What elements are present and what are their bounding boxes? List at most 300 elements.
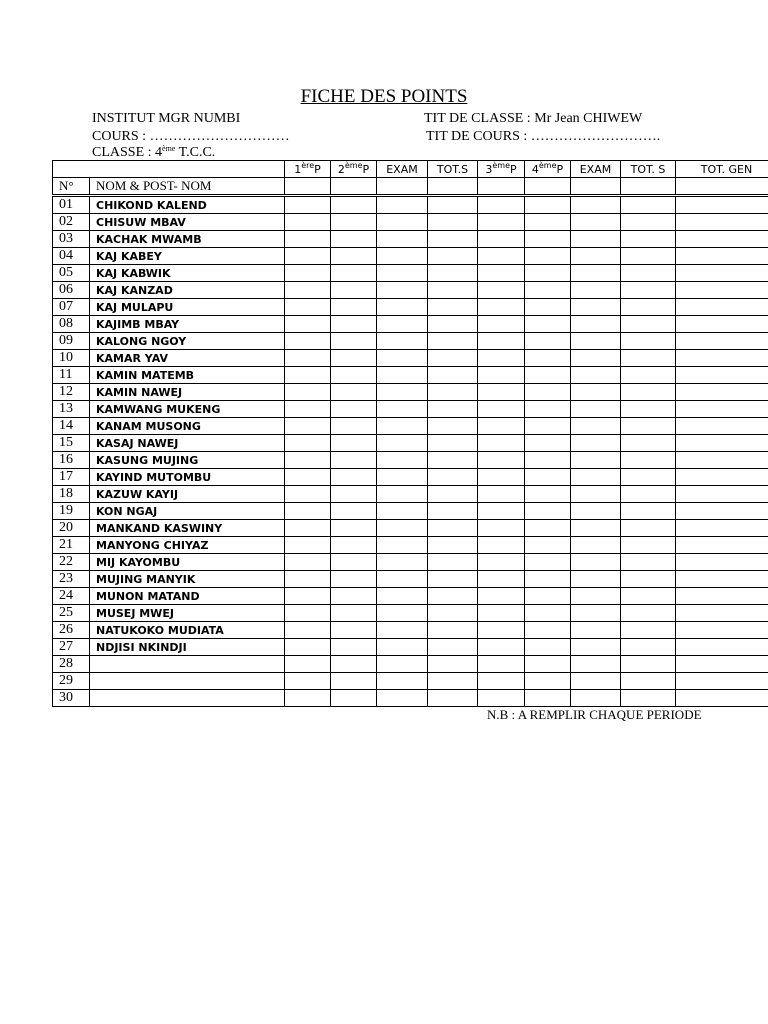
student-number: 18: [53, 486, 90, 503]
score-cell: [285, 690, 331, 707]
score-cell: [331, 401, 377, 418]
table-row: [53, 673, 768, 690]
score-cell: [428, 537, 478, 554]
score-cell: [428, 520, 478, 537]
score-cell: [285, 248, 331, 265]
score-cell: [428, 178, 478, 196]
score-cell: [676, 435, 768, 452]
score-cell: [377, 639, 428, 656]
column-header: [285, 161, 331, 178]
score-cell: [478, 605, 525, 622]
footer-note: N.B : A REMPLIR CHAQUE PERIODE: [487, 707, 702, 722]
student-number: 14: [53, 418, 90, 435]
score-cell: [676, 469, 768, 486]
score-cell: [428, 435, 478, 452]
score-cell: [331, 196, 377, 214]
score-cell: [285, 588, 331, 605]
score-cell: [676, 196, 768, 214]
score-cell: [571, 469, 621, 486]
score-cell: [285, 196, 331, 214]
score-cell: [571, 401, 621, 418]
score-cell: [285, 486, 331, 503]
score-cell: [571, 265, 621, 282]
score-cell: [525, 333, 571, 350]
score-cell: [331, 588, 377, 605]
score-cell: [428, 367, 478, 384]
score-cell: [285, 418, 331, 435]
student-number: 15: [53, 435, 90, 452]
score-cell: [377, 486, 428, 503]
score-cell: [428, 401, 478, 418]
table-row: [53, 384, 768, 401]
score-cell: [377, 265, 428, 282]
score-cell: [621, 690, 676, 707]
score-cell: [285, 299, 331, 316]
score-cell: [478, 554, 525, 571]
student-name: MANKAND KASWINY: [90, 520, 285, 537]
table-row: [53, 282, 768, 299]
score-cell: [621, 588, 676, 605]
score-cell: [621, 554, 676, 571]
column-header: [377, 161, 428, 178]
score-cell: [525, 588, 571, 605]
score-cell: [331, 469, 377, 486]
score-cell: [571, 316, 621, 333]
score-cell: [331, 452, 377, 469]
classe-label: [92, 145, 215, 161]
score-cell: [478, 520, 525, 537]
column-header-suffix: P: [314, 162, 321, 176]
table-row: [53, 571, 768, 588]
score-cell: [478, 299, 525, 316]
score-cell: [331, 639, 377, 656]
score-cell: [676, 656, 768, 673]
column-header-main: 4: [531, 162, 539, 176]
score-cell: [525, 435, 571, 452]
student-name: KASAJ NAWEJ: [90, 435, 285, 452]
score-cell: [676, 214, 768, 231]
student-name: MIJ KAYOMBU: [90, 554, 285, 571]
score-cell: [428, 452, 478, 469]
student-name: CHIKOND KALEND: [90, 196, 285, 214]
score-cell: [377, 537, 428, 554]
score-cell: [621, 299, 676, 316]
score-cell: [525, 469, 571, 486]
score-cell: [676, 503, 768, 520]
table-row: [53, 554, 768, 571]
score-cell: [571, 656, 621, 673]
score-cell: [676, 178, 768, 196]
student-name: KALONG NGOY: [90, 333, 285, 350]
score-cell: [377, 282, 428, 299]
score-cell: [428, 571, 478, 588]
column-header-suffix: P: [510, 162, 517, 176]
score-cell: [478, 401, 525, 418]
student-name: NDJISI NKINDJI: [90, 639, 285, 656]
score-cell: [525, 673, 571, 690]
student-number: 30: [53, 690, 90, 707]
score-cell: [377, 333, 428, 350]
score-cell: [621, 486, 676, 503]
student-name: MANYONG CHIYAZ: [90, 537, 285, 554]
score-cell: [428, 469, 478, 486]
score-cell: [571, 418, 621, 435]
score-cell: [478, 571, 525, 588]
score-cell: [377, 520, 428, 537]
score-cell: [428, 231, 478, 248]
score-cell: [285, 622, 331, 639]
score-cell: [428, 196, 478, 214]
table-row: [53, 452, 768, 469]
header-blank-cell: [53, 161, 285, 178]
table-row: [53, 503, 768, 520]
table-row: [53, 588, 768, 605]
score-cell: [525, 571, 571, 588]
score-cell: [331, 520, 377, 537]
score-cell: [525, 282, 571, 299]
score-cell: [525, 248, 571, 265]
score-cell: [571, 384, 621, 401]
score-cell: [331, 605, 377, 622]
table-row: [53, 639, 768, 656]
score-cell: [377, 418, 428, 435]
classe-sup: ème: [162, 144, 176, 153]
score-cell: [478, 265, 525, 282]
score-cell: [676, 588, 768, 605]
score-cell: [676, 690, 768, 707]
student-number: 02: [53, 214, 90, 231]
student-number: 26: [53, 622, 90, 639]
score-cell: [331, 435, 377, 452]
score-cell: [571, 571, 621, 588]
document-title: FICHE DES POINTS: [300, 86, 468, 107]
score-cell: [676, 265, 768, 282]
column-header-suffix: P: [556, 162, 564, 176]
column-header: [676, 161, 768, 178]
score-cell: [525, 656, 571, 673]
table-row: [53, 248, 768, 265]
table-row: [53, 196, 768, 214]
score-cell: [525, 178, 571, 196]
student-number: 10: [53, 350, 90, 367]
column-header-main: 1: [294, 162, 302, 176]
score-cell: [285, 656, 331, 673]
score-cell: [525, 196, 571, 214]
score-cell: [621, 503, 676, 520]
table-row: [53, 469, 768, 486]
score-cell: [377, 178, 428, 196]
score-cell: [621, 196, 676, 214]
score-cell: [428, 503, 478, 520]
score-cell: [571, 503, 621, 520]
score-cell: [331, 384, 377, 401]
student-name: KAMIN MATEMB: [90, 367, 285, 384]
classe-prefix: CLASSE : 4: [92, 145, 163, 160]
score-cell: [331, 299, 377, 316]
score-cell: [621, 333, 676, 350]
score-cell: [676, 418, 768, 435]
score-cell: [525, 418, 571, 435]
student-name: KAMAR YAV: [90, 350, 285, 367]
score-cell: [377, 452, 428, 469]
table-row: [53, 622, 768, 639]
score-cell: [478, 178, 525, 196]
score-cell: [676, 571, 768, 588]
score-cell: [478, 214, 525, 231]
score-cell: [571, 178, 621, 196]
score-cell: [428, 486, 478, 503]
score-cell: [676, 333, 768, 350]
score-cell: [377, 384, 428, 401]
score-cell: [621, 656, 676, 673]
column-header: [478, 161, 525, 178]
score-cell: [331, 656, 377, 673]
student-number: 25: [53, 605, 90, 622]
column-header-sup: ère: [301, 160, 315, 170]
column-header-sup: ème: [492, 160, 510, 170]
score-cell: [571, 350, 621, 367]
score-cell: [571, 452, 621, 469]
score-cell: [676, 367, 768, 384]
student-name: KAJ MULAPU: [90, 299, 285, 316]
score-cell: [331, 265, 377, 282]
score-cell: [377, 690, 428, 707]
score-cell: [331, 537, 377, 554]
table-row: [53, 265, 768, 282]
score-cell: [571, 231, 621, 248]
score-cell: [676, 350, 768, 367]
score-cell: [525, 486, 571, 503]
student-name: KAJ KABEY: [90, 248, 285, 265]
score-cell: [525, 520, 571, 537]
score-cell: [621, 469, 676, 486]
score-cell: [285, 367, 331, 384]
score-cell: [285, 316, 331, 333]
score-cell: [478, 588, 525, 605]
student-name: CHISUW MBAV: [90, 214, 285, 231]
score-cell: [285, 469, 331, 486]
classe-suffix: T.C.C.: [175, 145, 216, 160]
cours-label: COURS : …………………………: [92, 129, 290, 144]
score-cell: [331, 248, 377, 265]
score-cell: [571, 554, 621, 571]
score-cell: [621, 418, 676, 435]
score-cell: [377, 622, 428, 639]
score-cell: [676, 452, 768, 469]
score-cell: [428, 299, 478, 316]
score-cell: [331, 486, 377, 503]
score-cell: [525, 316, 571, 333]
score-cell: [478, 333, 525, 350]
score-cell: [285, 333, 331, 350]
score-cell: [331, 231, 377, 248]
student-number: 19: [53, 503, 90, 520]
score-cell: [571, 486, 621, 503]
score-cell: [676, 520, 768, 537]
score-cell: [331, 571, 377, 588]
score-cell: [428, 639, 478, 656]
score-cell: [377, 231, 428, 248]
student-number: 27: [53, 639, 90, 656]
score-cell: [621, 214, 676, 231]
table-row: [53, 316, 768, 333]
column-header-row: [53, 161, 768, 178]
score-cell: [676, 486, 768, 503]
table-row: [53, 486, 768, 503]
score-cell: [525, 231, 571, 248]
score-cell: [478, 622, 525, 639]
student-number: 05: [53, 265, 90, 282]
score-cell: [525, 384, 571, 401]
student-number: 07: [53, 299, 90, 316]
table-row: [53, 231, 768, 248]
table-row: [53, 299, 768, 316]
student-number: 08: [53, 316, 90, 333]
student-name: KAJ KANZAD: [90, 282, 285, 299]
column-header-main: TOT. S: [630, 162, 666, 176]
tit-cours-label: TIT DE COURS : ……………………….: [426, 129, 661, 144]
column-header-main: EXAM: [386, 162, 418, 176]
score-cell: [377, 367, 428, 384]
table-row: [53, 333, 768, 350]
score-cell: [377, 588, 428, 605]
student-name: KAZUW KAYIJ: [90, 486, 285, 503]
score-cell: [676, 316, 768, 333]
score-cell: [676, 639, 768, 656]
score-cell: [377, 605, 428, 622]
score-cell: [285, 265, 331, 282]
score-cell: [571, 299, 621, 316]
score-cell: [525, 554, 571, 571]
score-cell: [571, 367, 621, 384]
score-cell: [377, 248, 428, 265]
score-cell: [285, 673, 331, 690]
score-cell: [676, 231, 768, 248]
subheader-name: NOM & POST- NOM: [90, 178, 285, 196]
score-cell: [285, 178, 331, 196]
score-cell: [571, 196, 621, 214]
column-header-main: EXAM: [579, 162, 612, 176]
table-row: [53, 418, 768, 435]
score-cell: [525, 503, 571, 520]
student-name: KACHAK MWAMB: [90, 231, 285, 248]
score-cell: [478, 537, 525, 554]
score-cell: [525, 265, 571, 282]
score-cell: [478, 656, 525, 673]
score-cell: [621, 282, 676, 299]
student-name: MUNON MATAND: [90, 588, 285, 605]
score-cell: [621, 178, 676, 196]
score-cell: [478, 231, 525, 248]
score-cell: [331, 622, 377, 639]
score-cell: [428, 316, 478, 333]
score-cell: [571, 520, 621, 537]
student-number: 23: [53, 571, 90, 588]
column-header-main: TOT. GEN: [700, 162, 753, 176]
score-cell: [428, 350, 478, 367]
score-cell: [428, 656, 478, 673]
subheader-row: [53, 178, 768, 196]
student-number: 20: [53, 520, 90, 537]
score-cell: [428, 673, 478, 690]
column-header-main: 2: [337, 162, 345, 176]
points-table: [52, 160, 768, 707]
score-cell: [285, 435, 331, 452]
student-name: NATUKOKO MUDIATA: [90, 622, 285, 639]
column-header: [571, 161, 621, 178]
score-cell: [285, 571, 331, 588]
score-cell: [571, 333, 621, 350]
score-cell: [525, 537, 571, 554]
student-name: KANAM MUSONG: [90, 418, 285, 435]
score-cell: [285, 520, 331, 537]
score-cell: [621, 639, 676, 656]
score-cell: [478, 435, 525, 452]
score-cell: [478, 367, 525, 384]
score-cell: [428, 588, 478, 605]
student-number: 03: [53, 231, 90, 248]
student-name: KASUNG MUJING: [90, 452, 285, 469]
score-cell: [525, 605, 571, 622]
score-cell: [428, 333, 478, 350]
score-cell: [285, 554, 331, 571]
score-cell: [428, 622, 478, 639]
student-number: 06: [53, 282, 90, 299]
student-number: 04: [53, 248, 90, 265]
score-cell: [676, 554, 768, 571]
score-cell: [331, 367, 377, 384]
score-cell: [478, 282, 525, 299]
score-cell: [331, 178, 377, 196]
student-number: 11: [53, 367, 90, 384]
score-cell: [377, 299, 428, 316]
student-name: MUSEJ MWEJ: [90, 605, 285, 622]
score-cell: [428, 418, 478, 435]
score-cell: [571, 605, 621, 622]
column-header-main: 3: [485, 162, 493, 176]
score-cell: [676, 282, 768, 299]
student-name: KAJ KABWIK: [90, 265, 285, 282]
score-cell: [676, 537, 768, 554]
score-cell: [478, 639, 525, 656]
score-cell: [525, 452, 571, 469]
student-name: KON NGAJ: [90, 503, 285, 520]
score-cell: [676, 622, 768, 639]
score-cell: [377, 503, 428, 520]
score-cell: [621, 367, 676, 384]
student-number: 21: [53, 537, 90, 554]
table-row: [53, 656, 768, 673]
score-cell: [331, 214, 377, 231]
table-row: [53, 537, 768, 554]
column-header: [331, 161, 377, 178]
table-row: [53, 401, 768, 418]
score-cell: [571, 588, 621, 605]
table-row: [53, 605, 768, 622]
column-header: [428, 161, 478, 178]
tit-classe-label: TIT DE CLASSE : Mr Jean CHIWEW: [424, 111, 643, 126]
score-cell: [428, 605, 478, 622]
score-cell: [478, 196, 525, 214]
student-number: 01: [53, 196, 90, 214]
student-number: 12: [53, 384, 90, 401]
score-cell: [478, 690, 525, 707]
student-number: 09: [53, 333, 90, 350]
student-number: 29: [53, 673, 90, 690]
score-cell: [571, 622, 621, 639]
column-header: [621, 161, 676, 178]
score-cell: [676, 401, 768, 418]
